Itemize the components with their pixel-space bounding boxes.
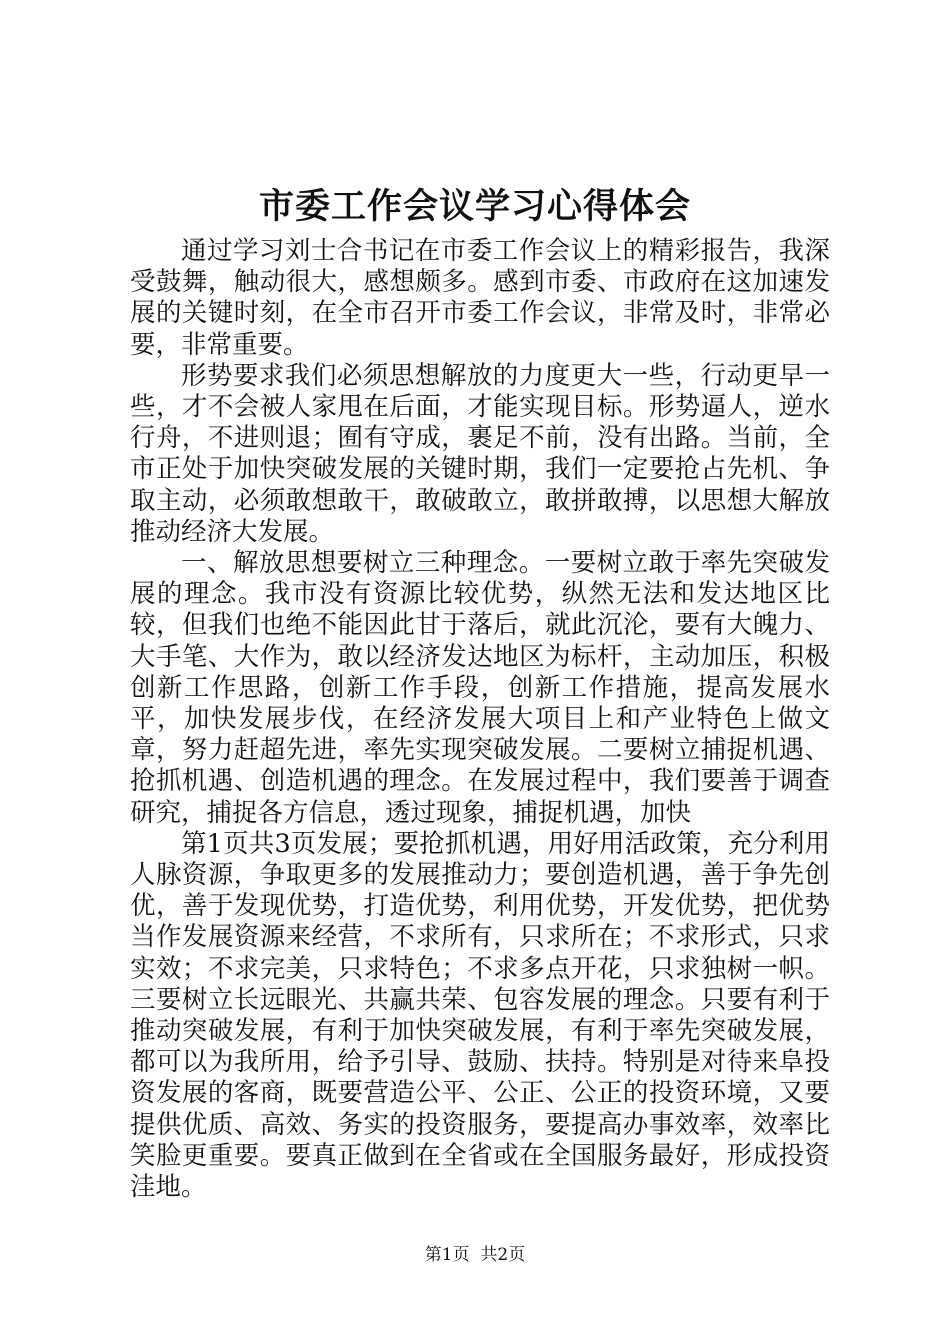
page-footer bbox=[0, 1243, 950, 1267]
page-total: 共2页 bbox=[480, 1245, 526, 1265]
paragraph: 第1页共3页发展；要抢抓机遇，用好用活政策，充分利用人脉资源，争取更多的发展推动力；要创造机遇，善于争先创优，善于发现优势，打造优势，利用优势，开发优势，把优势当作发展资源来经营，不求所有，只求所在；不求形式，只求实效；不求完美，只求特色；不求多点开花，只求独树一帜。三要树立长远眼光、共赢共荣、包容发展的理念。只要有利于推动突破发展，有利于加快突破发展，有利于率先突破发展，都可以为我所用，给予引导、鼓励、扶持。特别是对待来阜投资发展的客商，既要营造公平、公正、公正的投资环境，又要提供优质、高效、务实的投资服务，要提高办事效率，效率比笑脸更重要。要真正做到在全省或在全国服务最好，形成投资洼地。 bbox=[130, 828, 830, 1203]
paragraph: 形势要求我们必须思想解放的力度更大一些，行动更早一些，才不会被人家甩在后面，才能实现目标。形势逼人，逆水行舟，不进则退；囿有守成，裹足不前，没有出路。当前，全市正处于加快突破发展的关键时期，我们一定要抢占先机、争取主动，必须敢想敢干，敢破敢立，敢拼敢搏，以思想大解放推动经济大发展。 bbox=[130, 360, 830, 547]
document-body bbox=[130, 236, 830, 1203]
paragraph: 一、解放思想要树立三种理念。一要树立敢于率先突破发展的理念。我市没有资源比较优势，纵然无法和发达地区比较，但我们也绝不能因此甘于落后，就此沉沦，要有大魄力、大手笔、大作为，敢以经济发达地区为标杆，主动加压，积极创新工作思路，创新工作手段，创新工作措施，提高发展水平，加快发展步伐，在经济发展大项目上和产业特色上做文章，努力赶超先进，率先实现突破发展。二要树立捕捉机遇、抢抓机遇、创造机遇的理念。在发展过程中，我们要善于调查研究，捕捉各方信息，透过现象，捕捉机遇，加快 bbox=[130, 548, 830, 828]
page-number: 第1页 bbox=[424, 1245, 470, 1265]
paragraph: 通过学习刘士合书记在市委工作会议上的精彩报告，我深受鼓舞，触动很大，感想颇多。感到市委、市政府在这加速发展的关键时刻，在全市召开市委工作会议，非常及时，非常必要，非常重要。 bbox=[130, 236, 830, 360]
document-title: 市委工作会议学习心得体会 bbox=[258, 186, 691, 227]
footer-separator bbox=[470, 1245, 481, 1265]
